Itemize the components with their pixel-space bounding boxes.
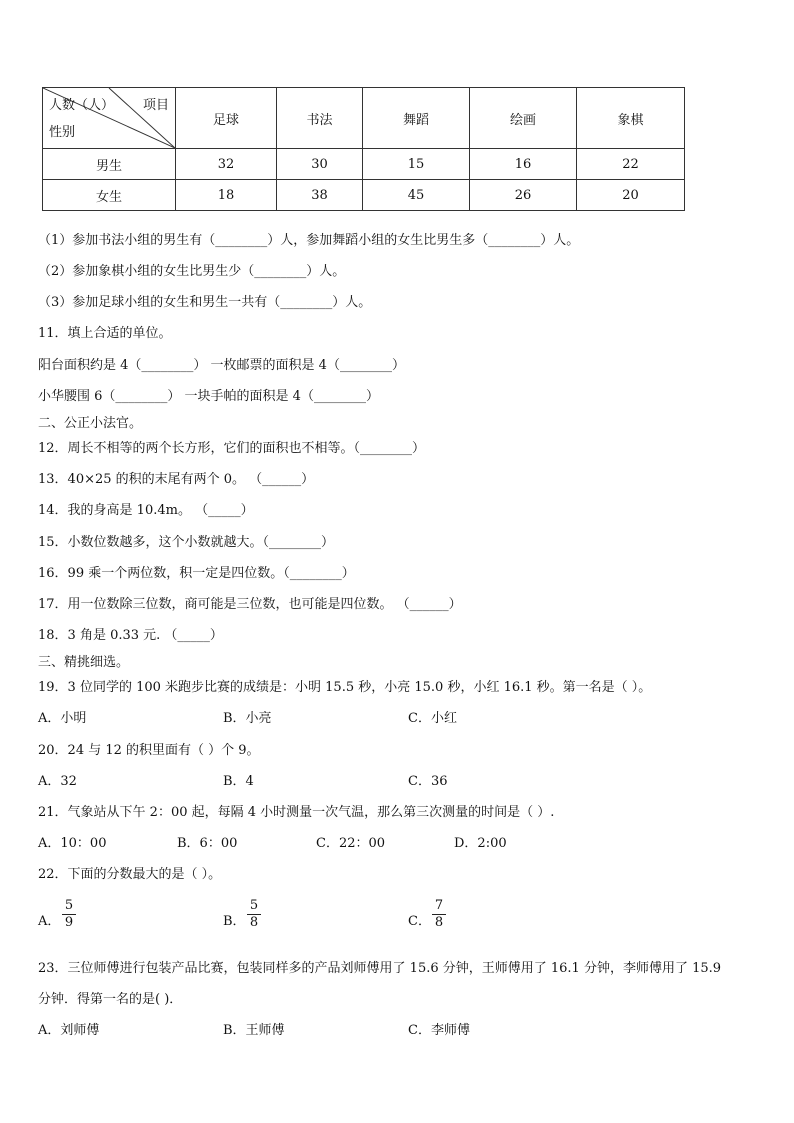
header-gender-label: 性别	[49, 125, 76, 140]
q20-option-a: A．32	[38, 774, 77, 789]
table-cell: 18	[176, 180, 277, 211]
table-cell: 38	[277, 180, 363, 211]
header-count-label: 人数（人）	[49, 98, 115, 113]
table-cell: 16	[470, 149, 577, 180]
fraction-numerator: 7	[434, 898, 444, 913]
section-2-heading: 二、公正小法官。	[38, 416, 143, 431]
q23-option-a: A．刘师傅	[38, 1023, 100, 1038]
question-13: 13．40×25 的积的末尾有两个 0。 （______）	[38, 472, 315, 487]
column-header: 足球	[176, 88, 277, 149]
q22-option-b-fraction	[247, 899, 261, 930]
diagonal-header-cell	[43, 88, 176, 149]
question-14: 14．我的身高是 10.4m。 （_____）	[38, 503, 254, 518]
question-23-line-1: 23．三位师傅进行包装产品比赛，包装同样多的产品刘师傅用了 15.6 分钟，王师傅用了 16.1 分钟，李师傅用了 15.9	[38, 961, 722, 976]
question-11-line-a: 阳台面积约是 4（________） 一枚邮票的面积是 4（________）	[38, 358, 405, 373]
question-18: 18．3 角是 0.33 元. （_____）	[38, 628, 223, 643]
column-header: 绘画	[470, 88, 577, 149]
fraction-numerator: 5	[64, 898, 74, 913]
table-cell: 32	[176, 149, 277, 180]
section-3-heading: 三、精挑细选。	[38, 655, 130, 670]
table-header-row	[43, 88, 685, 149]
table-cell: 15	[363, 149, 470, 180]
question-10-part-2: （2）参加象棋小组的女生比男生少（________）人。	[38, 264, 346, 279]
table-row	[43, 149, 685, 180]
fraction-denominator: 9	[64, 915, 74, 930]
q20-option-b: B．4	[223, 774, 254, 789]
fraction-numerator: 5	[249, 898, 259, 913]
q23-option-c: C．李师傅	[408, 1023, 470, 1038]
question-22: 22．下面的分数最大的是（ ）。	[38, 867, 222, 882]
table-cell: 26	[470, 180, 577, 211]
q19-option-a: A．小明	[38, 711, 87, 726]
table-cell: 45	[363, 180, 470, 211]
table-cell: 22	[577, 149, 685, 180]
question-10-part-3: （3）参加足球小组的女生和男生一共有（________）人。	[38, 295, 372, 310]
row-label: 男生	[43, 149, 176, 180]
column-header: 书法	[277, 88, 363, 149]
q22-option-b-label: B．	[223, 914, 246, 929]
q21-option-b: B．6：00	[177, 836, 238, 851]
column-header: 舞蹈	[363, 88, 470, 149]
question-21: 21．气象站从下午 2：00 起，每隔 4 小时测量一次气温，那么第三次测量的时间是（ ）.	[38, 805, 555, 820]
q19-option-c: C．小红	[408, 711, 457, 726]
q19-option-b: B．小亮	[223, 711, 272, 726]
question-23-line-2: 分钟．得第一名的是( )．	[38, 992, 183, 1007]
table-row	[43, 180, 685, 211]
question-11-title: 11．填上合适的单位。	[38, 326, 172, 341]
question-10-part-1: （1）参加书法小组的男生有（________）人，参加舞蹈小组的女生比男生多（________）人。	[38, 233, 580, 248]
table-cell: 30	[277, 149, 363, 180]
q22-option-a-label: A．	[38, 914, 61, 929]
question-19: 19．3 位同学的 100 米跑步比赛的成绩是：小明 15.5 秒，小亮 15.0 秒，小红 16.1 秒。第一名是（ ）。	[38, 680, 652, 695]
q22-option-c-fraction	[432, 899, 446, 930]
question-20: 20．24 与 12 的积里面有（ ）个 9。	[38, 743, 260, 758]
q22-option-a-fraction	[62, 899, 76, 930]
question-12: 12．周长不相等的两个长方形，它们的面积也不相等。（________）	[38, 441, 426, 456]
q21-option-a: A．10：00	[38, 836, 107, 851]
column-header: 象棋	[577, 88, 685, 149]
q21-option-d: D．2:00	[454, 836, 507, 851]
q23-option-b: B．王师傅	[223, 1023, 285, 1038]
fraction-denominator: 8	[249, 915, 259, 930]
header-item-label: 项目	[142, 98, 169, 113]
survey-table	[42, 87, 685, 211]
question-16: 16．99 乘一个两位数，积一定是四位数。（________）	[38, 566, 355, 581]
q22-option-c-label: C．	[408, 914, 431, 929]
row-label: 女生	[43, 180, 176, 211]
question-17: 17．用一位数除三位数，商可能是三位数，也可能是四位数。 （______）	[38, 597, 462, 612]
fraction-denominator: 8	[434, 915, 444, 930]
table-cell: 20	[577, 180, 685, 211]
q20-option-c: C．36	[408, 774, 448, 789]
question-15: 15．小数位数越多，这个小数就越大。（________）	[38, 535, 335, 550]
question-11-line-b: 小华腰围 6（________） 一块手帕的面积是 4（________）	[38, 389, 379, 404]
q21-option-c: C．22：00	[316, 836, 386, 851]
